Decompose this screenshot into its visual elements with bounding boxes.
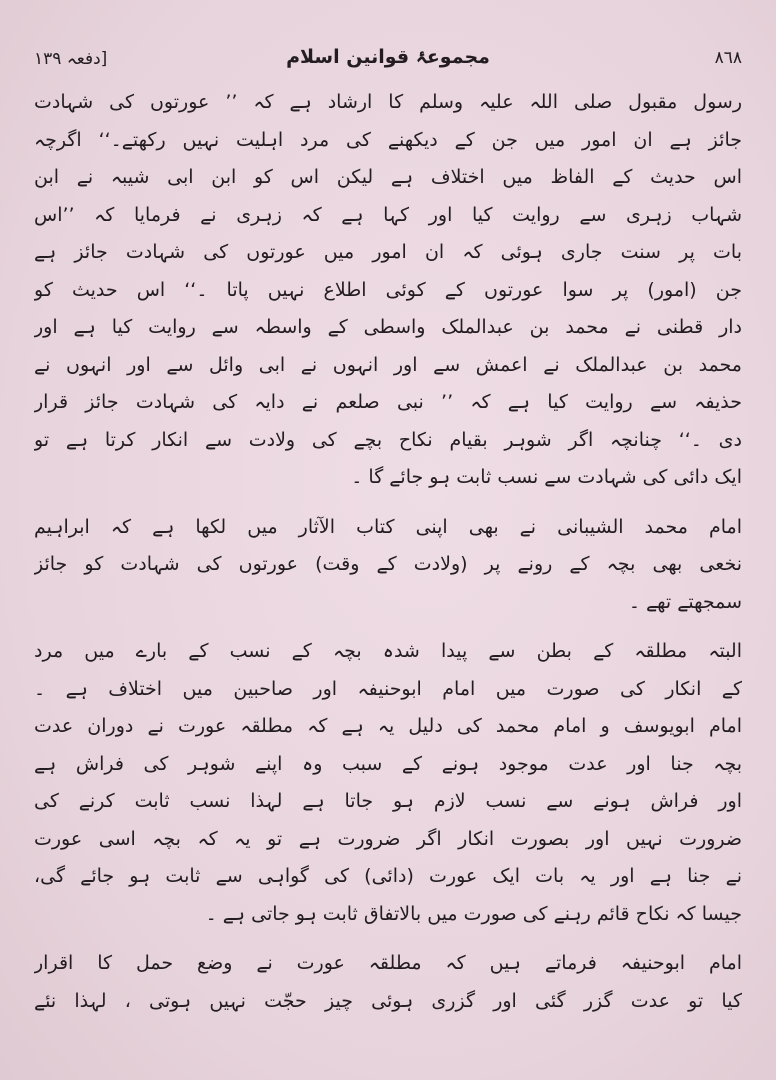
text-line: بچہ جنا اور عدت موجود ہونے کے سبب وہ اپنے شوہر کی فراش ہے	[34, 752, 742, 775]
paragraph-2	[34, 509, 742, 622]
text-line: ایک دائی کی شہادت سے نسب ثابت ہو جائے گا ۔	[351, 466, 742, 488]
text-line: کیا تو عدت گزر گئی اور گزری ہوئی چیز حجّت نہیں ہوتی ، لہذا نئے	[34, 989, 742, 1012]
text-line: رسول مقبول صلی اللہ علیہ وسلم کا ارشاد ہے کہ ’’ عورتوں کی شہادت	[34, 91, 742, 113]
paragraph-1	[34, 84, 742, 497]
text-line: اس حدیث کے الفاظ میں اختلاف ہے لیکن اس کو ابن ابی شیبہ نے ابن	[34, 166, 742, 188]
paragraph-3	[34, 633, 742, 933]
text-line: ضرورت نہیں اور بصورت انکار اگر ضرورت ہے تو یہ کہ بچہ اسی عورت	[34, 827, 742, 850]
text-line: شہاب زہری سے روایت کیا اور کہا ہے کہ زہری نے فرمایا کہ ’’اس	[34, 203, 742, 226]
text-line: جائز ہے ان امور میں جن کے دیکھنے کی مرد اہلیت نہیں رکھتے۔‘‘ اگرچہ	[34, 128, 742, 151]
text-line: حذیفہ سے روایت کیا ہے کہ ’’ نبی صلعم نے دایہ کی شہادت جائز قرار	[34, 391, 742, 413]
text-line: بات پر سنت جاری ہوئی کہ ان امور میں عورتوں کی شہادت جائز ہے	[34, 241, 742, 263]
page-number: ۸٦٨	[714, 48, 742, 68]
text-line: اور فراش ہونے سے نسب لازم ہو جاتا ہے لہذا نسب ثابت کرنے کی	[34, 790, 742, 812]
running-title: مجموعۂ قوانین اسلام	[286, 46, 490, 68]
paragraph-4	[34, 945, 742, 1020]
text-line: دی ۔‘‘ چنانچہ اگر شوہر بقیام نکاح بچے کی ولادت سے انکار کرتا ہے تو	[34, 428, 742, 451]
text-line: نے جنا ہے اور یہ بات ایک عورت (دائی) کی گواہی سے ثابت ہو جائے گی،	[34, 865, 742, 887]
text-line: کے انکار کی صورت میں امام ابوحنیفہ اور صاحبین میں اختلاف ہے ۔	[34, 677, 742, 700]
text-line: محمد بن عبدالملک نے اعمش سے اور انہوں نے ابی وائل سے اور انہوں نے	[34, 353, 742, 376]
body-text	[34, 84, 742, 1020]
text-line: امام ابویوسف و امام محمد کی دلیل یہ ہے کہ مطلقہ عورت نے دوران عدت	[34, 715, 742, 737]
text-line: امام محمد الشیبانی نے بھی اپنی کتاب الآثار میں لکھا ہے کہ ابراہیم	[34, 515, 742, 538]
text-line: جن (امور) پر سوا عورتوں کے کوئی اطلاع نہیں پاتا ۔‘‘ اس حدیث کو	[34, 278, 742, 301]
text-line: دار قطنی نے محمد بن عبدالملک واسطی کے واسطہ سے روایت کیا ہے اور	[34, 316, 742, 338]
section-reference: [دفعہ ۱۳۹	[34, 49, 108, 69]
text-line: امام ابوحنیفہ فرماتے ہیں کہ مطلقہ عورت نے وضع حمل کا اقرار	[34, 952, 742, 974]
text-line: جیسا کہ نکاح قائم رہنے کی صورت میں بالاتفاق ثابت ہو جاتی ہے ۔	[205, 902, 742, 925]
text-line: نخعی بھی بچہ کے رونے پر (ولادت کے وقت) عورتوں کی شہادت کو جائز	[34, 553, 742, 575]
text-line: سمجھتے تھے ۔	[628, 590, 742, 613]
text-line: البتہ مطلقہ کے بطن سے پیدا شدہ بچہ کے نسب کے بارے میں مرد	[34, 640, 742, 662]
page-header	[34, 46, 742, 80]
